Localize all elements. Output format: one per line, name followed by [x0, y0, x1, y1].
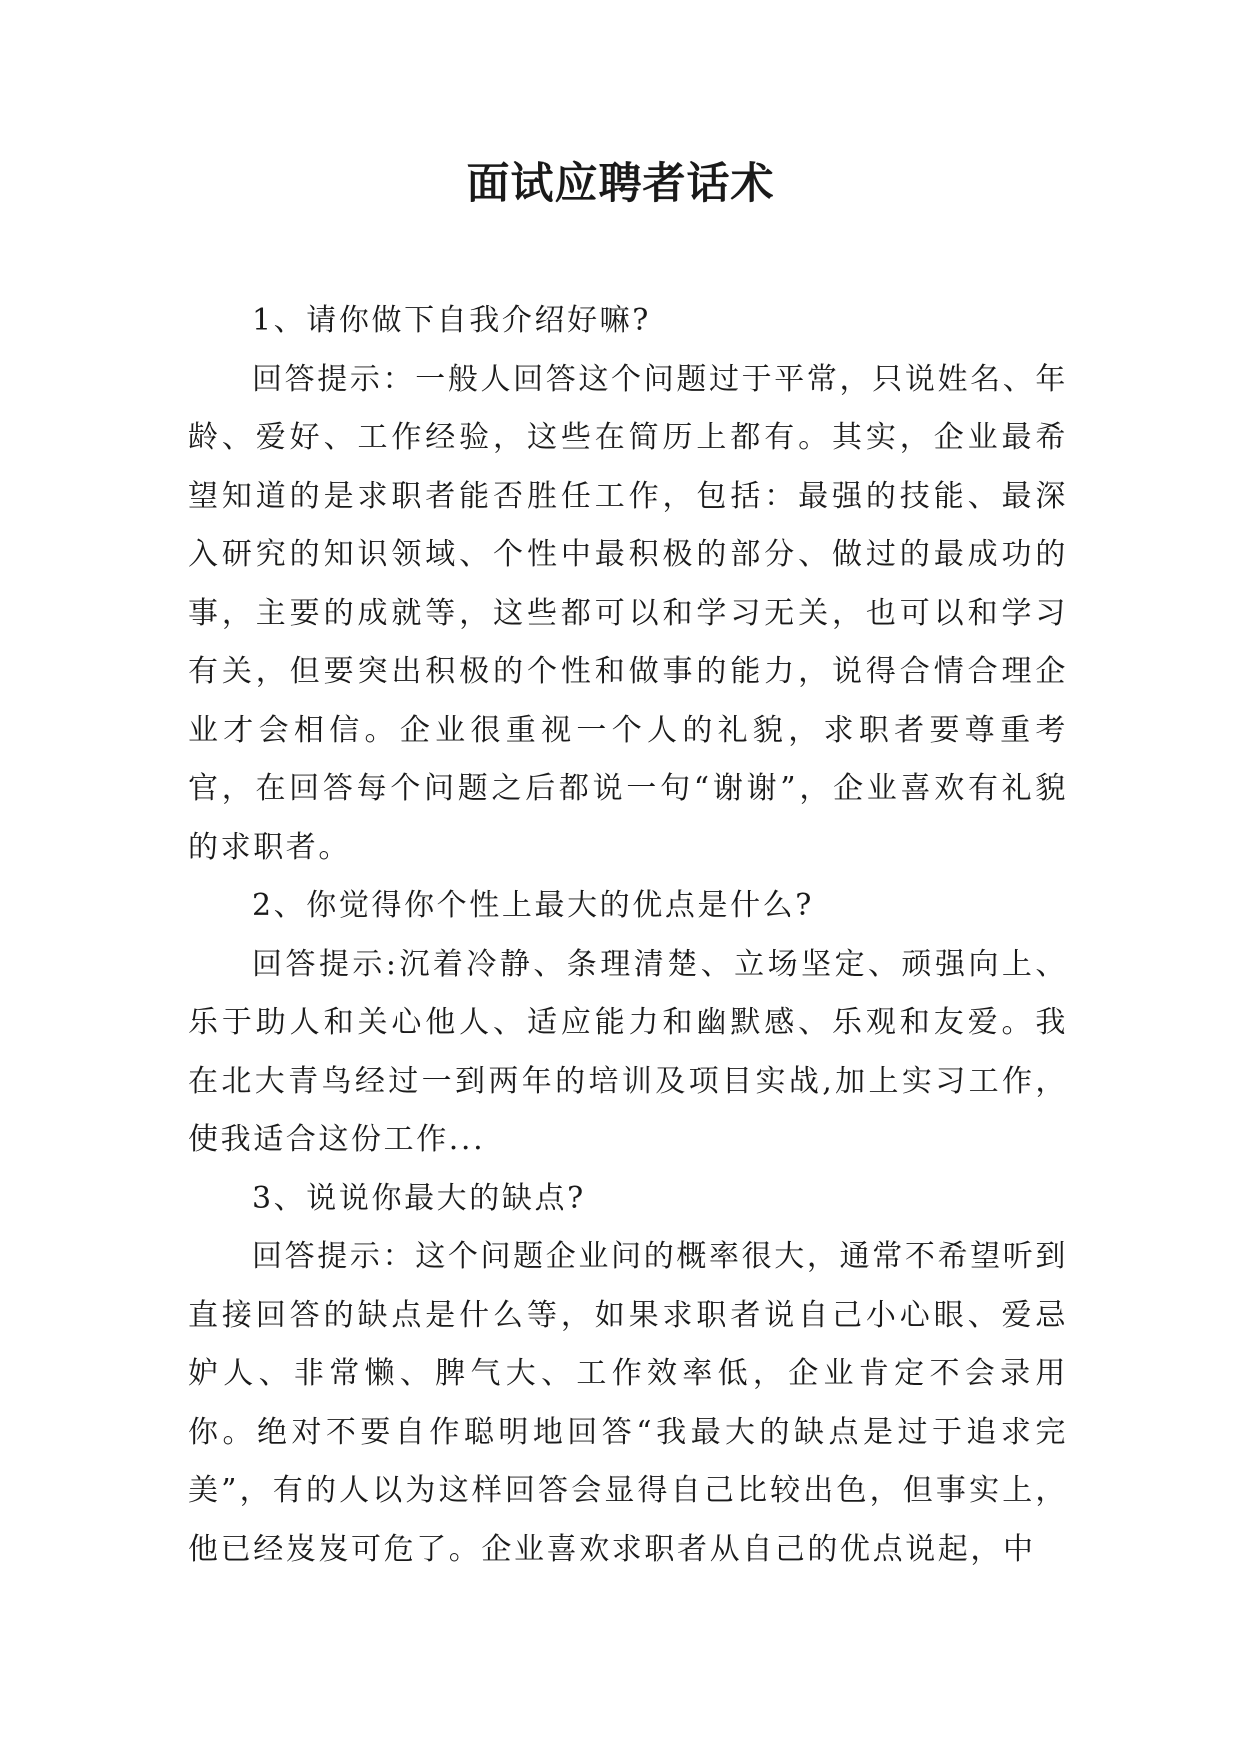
question-2: 2、你觉得你个性上最大的优点是什么? [252, 888, 814, 923]
answer-hint-1: 回答提示：一般人回答这个问题过于平常，只说姓名、年龄、爱好、工作经验，这些在简历上都有。其实，企业最希望知道的是求职者能否胜任工作，包括：最强的技能、最深入研究的知识领域、个性中最积极的部分、做过的最成功的事，主要的成就等，这些都可以和学习无关，也可以和学习有关，但要突出积极的个性和做事的能力，说得合情合理企业才会相信。企业很重视一个人的礼貌，求职者要尊重考官，在回答每个问题之后都说一句“谢谢”，企业喜欢有礼貌的求职者。 [188, 361, 1068, 865]
document-body [188, 292, 1068, 1579]
document-title: 面试应聘者话术 [466, 159, 775, 209]
answer-hint-3: 回答提示：这个问题企业问的概率很大，通常不希望听到直接回答的缺点是什么等，如果求职者说自己小心眼、爱忌妒人、非常懒、脾气大、工作效率低，企业肯定不会录用你。绝对不要自作聪明地回答“我最大的缺点是过于追求完美”，有的人以为这样回答会显得自己比较出色，但事实上，他已经岌岌可危了。企业喜欢求职者从自己的优点说起，中 [188, 1239, 1068, 1567]
answer-hint-2: 回答提示:沉着冷静、条理清楚、立场坚定、顽强向上、乐于助人和关心他人、适应能力和幽默感、乐观和友爱。我在北大青鸟经过一到两年的培训及项目实战,加上实习工作，使我适合这份工作... [188, 946, 1068, 1157]
question-3: 3、说说你最大的缺点? [252, 1180, 586, 1216]
question-1: 1、请你做下自我介绍好嘛? [252, 303, 651, 338]
